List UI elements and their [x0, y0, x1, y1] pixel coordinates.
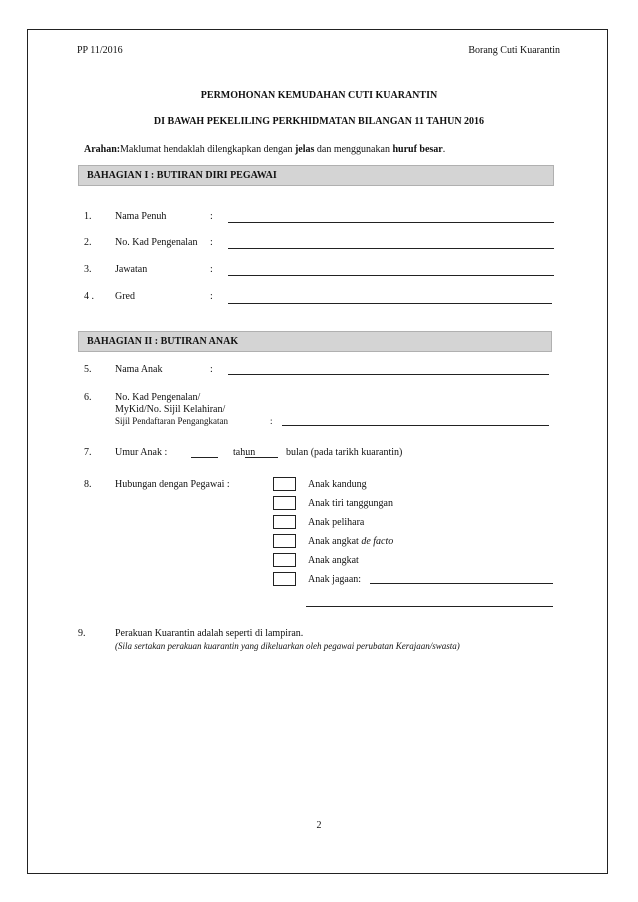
option-label: Anak pelihara — [308, 517, 365, 528]
checkbox-anak-pelihara[interactable] — [273, 515, 296, 529]
item-number: 9. — [78, 628, 86, 639]
form-title: PERMOHONAN KEMUDAHAN CUTI KUARANTIN — [200, 90, 438, 101]
colon: : — [210, 211, 213, 222]
years-label: tahun — [233, 447, 256, 458]
colon: : — [270, 416, 273, 426]
checkbox-anak-angkat[interactable] — [273, 553, 296, 567]
child-name-label: Nama Anak — [115, 364, 163, 375]
document-code: PP 11/2016 — [77, 45, 123, 56]
form-subtitle: DI BAWAH PEKELILING PERKHIDMATAN BILANGAN 11 TAHUN 2016 — [153, 116, 485, 127]
grade-label: Gred — [115, 291, 135, 302]
child-id-label-line2: MyKid/No. Sijil Kelahiran/ — [115, 404, 226, 415]
item-number: 4 . — [84, 291, 94, 302]
guardian-detail-field[interactable] — [370, 583, 553, 584]
child-name-field[interactable] — [228, 374, 549, 375]
document-name: Borang Cuti Kuarantin — [468, 45, 560, 56]
item-number: 6. — [84, 392, 92, 403]
full-name-label: Nama Penuh — [115, 211, 167, 222]
checkbox-anak-jagaan[interactable] — [273, 572, 296, 586]
option-label: Anak angkat de facto — [308, 536, 394, 547]
option-label: Anak kandung — [308, 479, 367, 490]
quarantine-cert-note: (Sila sertakan perakuan kuarantin yang dikeluarkan oleh pegawai perubatan Kerajaan/swasta) — [115, 641, 460, 651]
item-number: 3. — [84, 264, 92, 275]
child-id-label-line1: No. Kad Pengenalan/ — [115, 392, 201, 403]
guardian-detail-field-2[interactable] — [306, 606, 553, 607]
full-name-field[interactable] — [228, 222, 554, 223]
ic-number-label: No. Kad Pengenalan — [115, 237, 198, 248]
child-id-field[interactable] — [282, 425, 549, 426]
instruction-text: Maklumat hendaklah dilengkapkan dengan jelas dan menggunakan huruf besar. — [120, 144, 446, 155]
checkbox-anak-tiri[interactable] — [273, 496, 296, 510]
position-field[interactable] — [228, 275, 554, 276]
section-heading-personal: BAHAGIAN I : BUTIRAN DIRI PEGAWAI — [78, 165, 554, 186]
item-number: 8. — [84, 479, 92, 490]
age-years-field[interactable] — [191, 457, 218, 458]
grade-field[interactable] — [228, 303, 552, 304]
colon: : — [210, 364, 213, 375]
quarantine-cert-label: Perakuan Kuarantin adalah seperti di lampiran. — [115, 628, 304, 639]
option-label: Anak angkat — [308, 555, 359, 566]
page-number: 2 — [316, 820, 322, 831]
colon: : — [210, 264, 213, 275]
colon: : — [210, 291, 213, 302]
relationship-label: Hubungan dengan Pegawai : — [115, 479, 230, 490]
child-id-label-line3: Sijil Pendaftaran Pengangkatan — [115, 416, 228, 426]
instruction-label: Arahan: — [84, 144, 121, 155]
age-months-field[interactable] — [245, 457, 278, 458]
item-number: 7. — [84, 447, 92, 458]
child-age-label: Umur Anak : — [115, 447, 168, 458]
item-number: 1. — [84, 211, 92, 222]
ic-number-field[interactable] — [228, 248, 554, 249]
item-number: 5. — [84, 364, 92, 375]
option-label: Anak tiri tanggungan — [308, 498, 393, 509]
option-label: Anak jagaan: — [308, 574, 362, 585]
checkbox-anak-kandung[interactable] — [273, 477, 296, 491]
checkbox-anak-angkat-de-facto[interactable] — [273, 534, 296, 548]
months-label: bulan (pada tarikh kuarantin) — [286, 447, 403, 458]
colon: : — [210, 237, 213, 248]
item-number: 2. — [84, 237, 92, 248]
section-heading-child: BAHAGIAN II : BUTIRAN ANAK — [78, 331, 552, 352]
position-label: Jawatan — [115, 264, 148, 275]
